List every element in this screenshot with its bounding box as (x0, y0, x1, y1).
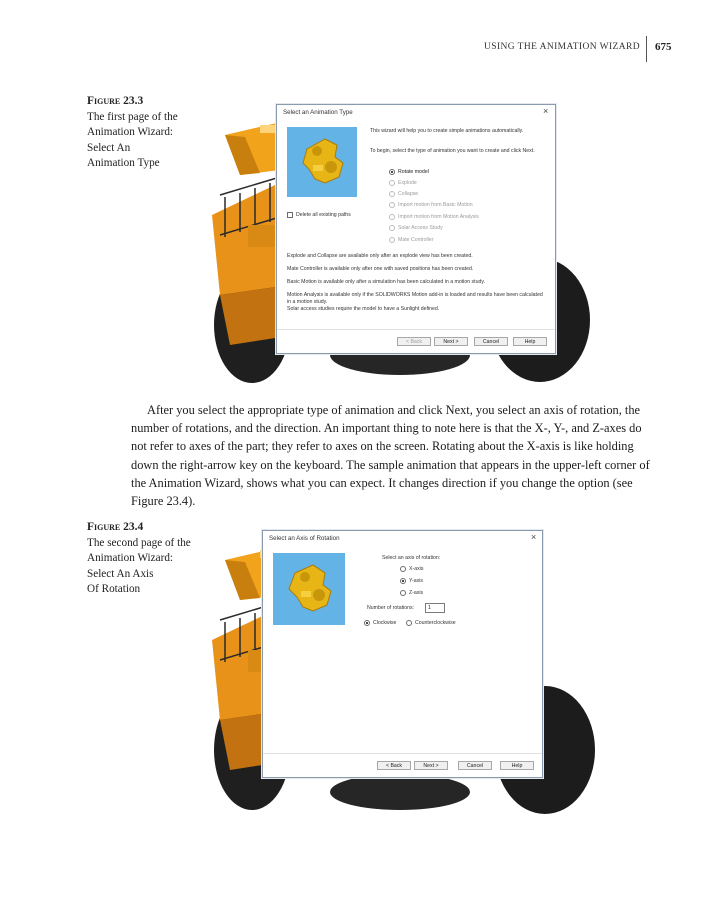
radio-import-basic-motion[interactable] (389, 202, 395, 208)
help-button[interactable]: Help (500, 761, 534, 770)
note-line: Mate Controller is available only after one with saved positions has been created. (287, 266, 474, 272)
radio-x-axis[interactable] (400, 566, 406, 572)
note-line: Explode and Collapse are available only after an explode view has been created. (287, 253, 473, 259)
note-line: Basic Motion is available only after a simulation has been calculated in a motion study. (287, 279, 486, 285)
radio-counterclockwise[interactable] (406, 620, 412, 626)
delete-paths-checkbox[interactable] (287, 212, 293, 218)
body-paragraph (131, 401, 655, 510)
caption-line: Animation Wizard: (87, 552, 174, 564)
option-label: Rotate model (398, 169, 429, 175)
option-label: Solar Access Study (398, 225, 443, 231)
option-label: Collapse (398, 191, 419, 197)
radio-clockwise[interactable] (364, 620, 370, 626)
cancel-button[interactable]: Cancel (458, 761, 492, 770)
axis-heading: Select an axis of rotation: (382, 555, 441, 561)
part-model-icon (273, 553, 345, 625)
animation-preview (287, 127, 357, 197)
instruction-text: To begin, select the type of animation you want to create and click Next. (370, 148, 535, 154)
figure-caption-23-4 (87, 520, 217, 598)
delete-paths-label: Delete all existing paths (296, 212, 351, 218)
cancel-button[interactable]: Cancel (474, 337, 508, 346)
animation-preview (273, 553, 345, 625)
option-label: Explode (398, 180, 417, 186)
back-button[interactable]: < Back (397, 337, 431, 346)
figure-label: Figure 23.3 (87, 95, 144, 107)
direction-label: Counterclockwise (415, 620, 456, 626)
radio-rotate-model[interactable] (389, 169, 395, 175)
radio-explode[interactable] (389, 180, 395, 186)
radio-z-axis[interactable] (400, 590, 406, 596)
figure-label: Figure 23.4 (87, 521, 144, 533)
intro-text: This wizard will help you to create simple animations automatically. (370, 128, 524, 134)
page-number: 675 (655, 41, 672, 53)
part-model-icon (287, 127, 357, 197)
option-label: Import motion from Motion Analysis (398, 214, 480, 220)
note-line: Solar access studies require the model to have a Sunlight defined. (287, 306, 440, 312)
running-head: USING THE ANIMATION WIZARD (484, 42, 640, 52)
caption-line: Animation Wizard: (87, 126, 174, 138)
footer-divider (277, 329, 555, 330)
radio-y-axis[interactable] (400, 578, 406, 584)
header-divider (646, 36, 647, 62)
next-button[interactable]: Next > (434, 337, 468, 346)
note-line: in a motion study. (287, 299, 328, 305)
radio-collapse[interactable] (389, 191, 395, 197)
help-button[interactable]: Help (513, 337, 547, 346)
note-line: Motion Analysis is available only if the SOLIDWORKS Motion add-in is loaded and results have been calculated (287, 292, 543, 298)
caption-line: The first page of the (87, 110, 178, 123)
dialog-title: Select an Axis of Rotation (269, 535, 340, 542)
axis-label: Y-axis (409, 578, 423, 584)
select-axis-of-rotation-dialog (262, 530, 543, 778)
caption-line: Select An (87, 141, 131, 154)
paragraph-text: After you select the appropriate type of animation and click Next, you select an axis of rotation, the number of rotations, and the direction. An important thing to note here is that the X-, Y-, and Z-axes do not refer to axes of the part; they refer to axes on the screen. Rotating about the X-axis is like holding down the right-arrow key on the keyboard. The sample animation that appears in the upper-left corner of the Animation Wizard, shows what you can expect. It changes direction if you change the option (see Figure 23.4). (131, 403, 650, 509)
axis-label: X-axis (409, 566, 424, 572)
direction-label: Clockwise (373, 620, 397, 626)
option-label: Import motion from Basic Motion (398, 202, 473, 208)
option-label: Mate Controller (398, 237, 434, 243)
radio-import-motion-analysis[interactable] (389, 214, 395, 220)
next-button[interactable]: Next > (414, 761, 448, 770)
footer-divider (263, 753, 542, 754)
caption-line: Animation Type (87, 157, 160, 169)
radio-mate-controller[interactable] (389, 237, 395, 243)
back-button[interactable]: < Back (377, 761, 411, 770)
caption-line: Of Rotation (87, 583, 141, 595)
figure-caption-23-3 (87, 94, 207, 172)
select-animation-type-dialog (276, 104, 556, 354)
rotations-input[interactable]: 1 (425, 603, 445, 613)
caption-line: The second page of the (87, 536, 191, 549)
axis-label: Z-axis (409, 590, 424, 596)
rotations-label: Number of rotations: (367, 605, 414, 611)
radio-solar-access[interactable] (389, 225, 395, 231)
close-icon[interactable]: × (531, 532, 537, 542)
dialog-title: Select an Animation Type (283, 109, 353, 116)
close-icon[interactable]: × (543, 106, 549, 116)
caption-line: Select An Axis (87, 567, 154, 580)
